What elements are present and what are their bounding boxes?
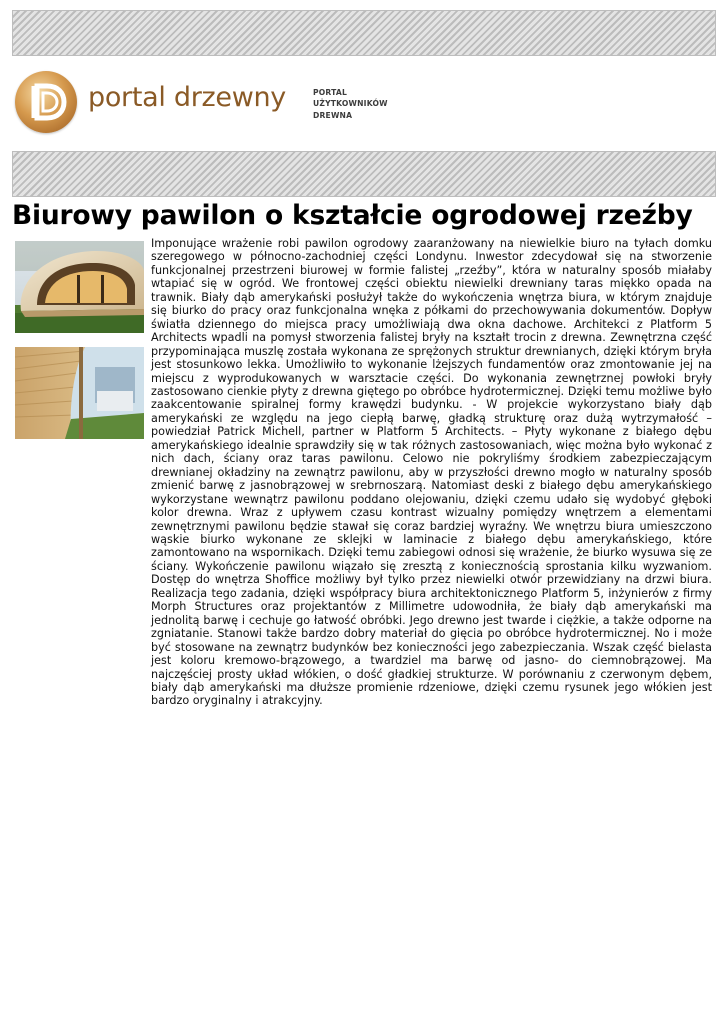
top-banner-placeholder: [12, 10, 716, 56]
pavilion-exterior-photo: [15, 241, 144, 333]
logo-emblem-icon: [15, 71, 77, 133]
pavilion-interior-photo: [15, 347, 144, 439]
site-logo[interactable]: [12, 68, 412, 136]
tagline-line: PORTAL: [313, 88, 348, 97]
tagline-line: UŻYTKOWNIKÓW: [313, 99, 388, 109]
banner-placeholder: [12, 151, 716, 197]
tagline-line: DREWNA: [313, 110, 353, 120]
logo-wordmark: portal drzewny: [88, 82, 286, 113]
article-title: Biurowy pawilon o kształcie ogrodowej rzeźby: [12, 200, 693, 231]
logo-tagline: [313, 87, 388, 121]
article-body: Imponujące wrażenie robi pawilon ogrodowy zaaranżowany na niewielkie biuro na tyłach domku szeregowego w północno-zachodniej części Londynu. Inwestor zdecydował się na stworzenie funkcjonalnej przestrzeni biurowej w formie falistej „rzeźby”, która w naturalny sposób miałaby wtapiać się w ogród. We frontowej części obiektu niewielki drewniany taras miękko opada na trawnik. Biały dąb amerykański posłużył także do wykończenia wnętrza biura, w którym znajduje się biurko do pracy oraz funkcjonalna wnęka z półkami do przechowywania dokumentów. Dopływ światła dziennego do miejsca pracy umożliwiają dwa okna dachowe. Architekci z Platform 5 Architects wpadli na pomysł stworzenia falistej bryły na kształt trocin z drewna. Zewnętrzna część przypominająca muszlę została wykonana ze sprężonych struktur drewnianych, dzięki którym bryła jest stosunkowo lekka. Umożliwiło to wykonanie lżejszych fundamentów oraz zmontowanie jej na miejscu z wyprodukowanych w warsztacie części. Do wykonania zewnętrznej powłoki bryły zastosowano cienkie płyty z drewna giętego po obróbce hydrotermicznej. Dzięki temu możliwe było zaakcentowanie spiralnej formy krawędzi budynku. - W projekcie wykorzystano biały dąb amerykański ze względu na jego ciepłą barwę, gładką strukturę oraz dużą wytrzymałość – powiedział Patrick Michell, partner w Platform 5 Architects. – Płyty wykonane z białego dębu amerykańskiego idealnie sprawdziły się w tak różnych zastosowaniach, więc można było wykonać z nich dach, ściany oraz taras pawilonu. Celowo nie pokryliśmy środkiem zabezpieczającym drewnianej okładziny na zewnątrz pawilonu, aby w przyszłości drewno mogło w naturalny sposób zmienić barwę z jasnobrązowej w srebrnoszarą. Natomiast deski z białego dębu amerykańskiego wykorzystane wewnątrz pawilonu poddano olejowaniu, dzięki czemu udało się wydobyć głęboki kolor drewna. Wraz z upływem czasu kontrast wizualny pomiędzy wnętrzem a elementami zewnętrznymi pawilonu będzie stawał się coraz bardziej wyraźny. We wnętrzu biura umieszczono wąskie biurko wykonane ze sklejki w laminacie z białego dębu amerykańskiego, które zamontowano na wspornikach. Dzięki temu zabiegowi odnosi się wrażenie, że biurko wysuwa się ze ściany. Wykończenie pawilonu wiązało się zresztą z koniecznością sprostania kilku wyzwaniom. Dostęp do wnętrza Shoffice możliwy był tylko przez niewielki otwór przewidziany na drzwi biura. Realizacja tego zadania, dzięki współpracy biura architektonicznego Platform 5, inżynierów z firmy Morph Structures oraz projektantów z Millimetre udowodniła, że biały dąb amerykański ma jednolitą barwę i cechuje go łatwość obróbki. Jego drewno jest twarde i ciężkie, a także odporne na zgniatanie. Stanowi także bardzo dobry materiał do gięcia po obróbce hydrotermicznej. No i może być stosowane na zewnątrz budynków bez konieczności jego zabezpieczania. Wszak część bielasta jest koloru kremowo-brązowego, a twardziel ma barwę od jasno- do ciemnobrązowej. Ma najczęściej prosty układ włókien, o dość gładkiej strukturze. W porównaniu z czerwonym dębem, biały dąb amerykański ma dłuższe promienie rdzeniowe, dzięki czemu rysunek jego włókien jest bardzo oryginalny i atrakcyjny.: [151, 237, 712, 708]
